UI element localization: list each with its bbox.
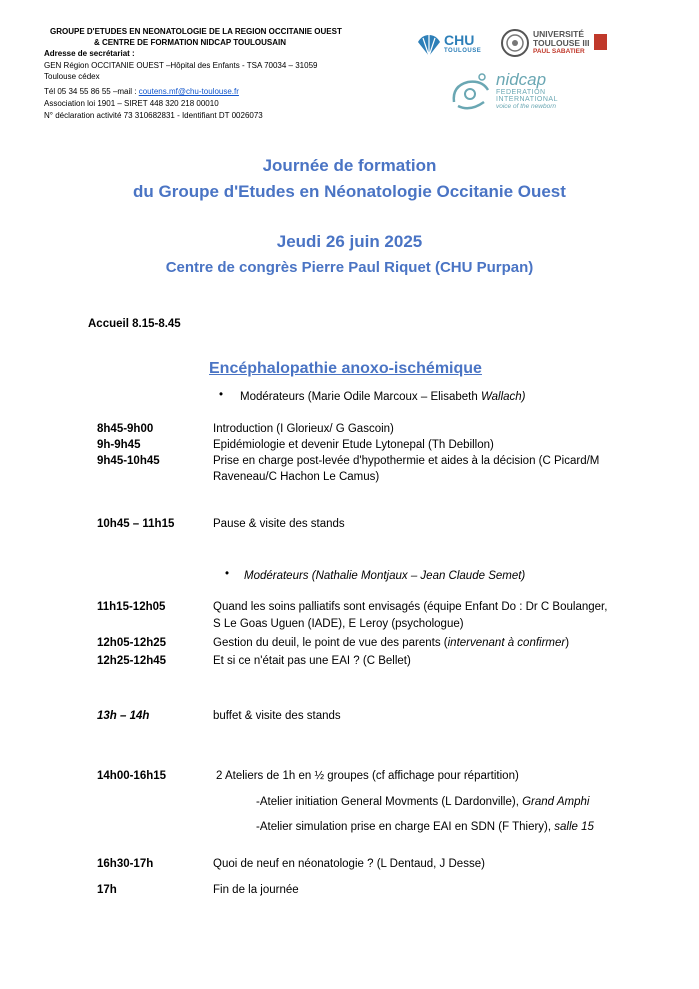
session-time: 16h30-17h <box>97 858 154 870</box>
univ-emblem-icon <box>594 34 607 50</box>
session-text: Et si ce n'était pas une EAI ? (C Bellet) <box>213 655 411 667</box>
bullet-icon: • <box>225 568 230 580</box>
session-text-cont: S Le Goas Uguen (IADE), E Leroy (psychologue) <box>213 618 464 630</box>
title-line1: Journée de formation <box>262 156 437 175</box>
session-text: buffet & visite des stands <box>213 710 341 722</box>
s6-text: Gestion du deuil, le point de vue des parents ( <box>213 637 448 649</box>
atelier-2 <box>256 819 594 835</box>
session-text: Fin de la journée <box>213 884 299 896</box>
session-text: Quoi de neuf en néonatologie ? (L Dentaud, J Desse) <box>213 858 485 870</box>
atelier-1-text: -Atelier initiation General Movments (L Dardonville), <box>256 796 523 808</box>
session-text: Epidémiologie et devenir Etude Lytonepal (Th Debillon) <box>213 439 494 451</box>
atelier-1-room: Grand Amphi <box>522 796 590 808</box>
session-time: 11h15-12h05 <box>97 601 166 613</box>
moderators-1-text: Modérateurs (Marie Odile Marcoux – Elisabeth <box>240 391 481 403</box>
nidcap-mother-child-icon <box>448 72 494 112</box>
session-time: 10h45 – 11h15 <box>97 518 175 530</box>
university-seal-icon <box>500 28 530 58</box>
org-name-line1: GROUPE D'ETUDES EN NEONATOLOGIE DE LA REGION OCCITANIE OUEST <box>50 27 342 36</box>
univ-line1: UNIVERSITÉ <box>533 29 585 39</box>
org-name-line2: & CENTRE DE FORMATION NIDCAP TOULOUSAIN <box>94 38 287 47</box>
section-title: Encéphalopathie anoxo-ischémique <box>209 360 482 377</box>
contact-line <box>44 87 239 96</box>
session-text <box>213 635 569 651</box>
s6-italic: intervenant à confirmer <box>447 637 566 649</box>
session-text: 2 Ateliers de 1h en ½ groupes (cf affichage pour répartition) <box>216 770 519 782</box>
session-time: 12h05-12h25 <box>97 637 167 649</box>
session-time: 9h45-10h45 <box>97 455 160 467</box>
session-time: 13h – 14h <box>97 710 150 722</box>
declaration-line: N° déclaration activité 73 310682831 - Identifiant DT 0026073 <box>44 111 263 120</box>
chu-city: TOULOUSE <box>444 48 482 54</box>
session-time: 9h-9h45 <box>97 439 141 451</box>
session-text: Quand les soins palliatifs sont envisagés (équipe Enfant Do : Dr C Boulanger, <box>213 601 608 613</box>
session-time: 17h <box>97 884 117 896</box>
email-link[interactable]: coutens.mf@chu-toulouse.fr <box>138 87 239 96</box>
chu-logo <box>416 30 486 58</box>
title-line2: du Groupe d'Etudes en Néonatologie Occitanie Ouest <box>133 182 566 201</box>
address-line2: Toulouse cédex <box>44 72 100 81</box>
tel-text: Tél 05 34 55 86 55 –mail : <box>44 87 139 96</box>
moderators-1 <box>240 389 526 405</box>
association-line: Association loi 1901 – SIRET 448 320 218 00010 <box>44 99 219 108</box>
nidcap-name: nidcap <box>496 70 547 89</box>
event-venue: Centre de congrès Pierre Paul Riquet (CHU Purpan) <box>165 259 534 276</box>
event-date: Jeudi 26 juin 2025 <box>276 232 423 251</box>
nidcap-line1: FEDERATION <box>496 89 546 96</box>
nidcap-tagline: voice of the newborn <box>496 103 556 110</box>
moderators-1-italic: Wallach) <box>480 391 526 403</box>
session-time: 14h00-16h15 <box>97 770 167 782</box>
accueil-time: Accueil 8.15-8.45 <box>88 318 181 330</box>
univ-line3: PAUL SABATIER <box>533 48 585 55</box>
session-time: 8h45-9h00 <box>97 423 154 435</box>
nidcap-logo <box>448 70 578 114</box>
moderators-2: Modérateurs (Nathalie Montjaux – Jean Claude Semet) <box>244 570 526 582</box>
session-text: Prise en charge post-levée d'hypothermie et aides à la décision (C Picard/M <box>213 455 600 467</box>
university-logo <box>500 28 610 60</box>
session-text: Introduction (I Glorieux/ G Gascoin) <box>213 423 394 435</box>
address-line1: GEN Région OCCITANIE OUEST –Hôpital des Enfants - TSA 70034 – 31059 <box>44 61 318 70</box>
chu-name: CHU <box>444 32 475 48</box>
session-text: Pause & visite des stands <box>213 518 345 530</box>
atelier-2-text: -Atelier simulation prise en charge EAI en SDN (F Thiery), <box>256 821 555 833</box>
nidcap-line2: INTERNATIONAL <box>496 96 558 103</box>
shell-icon <box>416 32 442 58</box>
session-text-cont: Raveneau/C Hachon Le Camus) <box>213 471 380 483</box>
univ-line2: TOULOUSE III <box>533 38 590 48</box>
secretariat-label: Adresse de secrétariat : <box>44 49 135 58</box>
atelier-2-room: salle 15 <box>554 821 594 833</box>
s6-end: ) <box>565 637 570 649</box>
session-time: 12h25-12h45 <box>97 655 167 667</box>
bullet-icon: • <box>219 389 224 401</box>
atelier-1 <box>256 794 589 810</box>
